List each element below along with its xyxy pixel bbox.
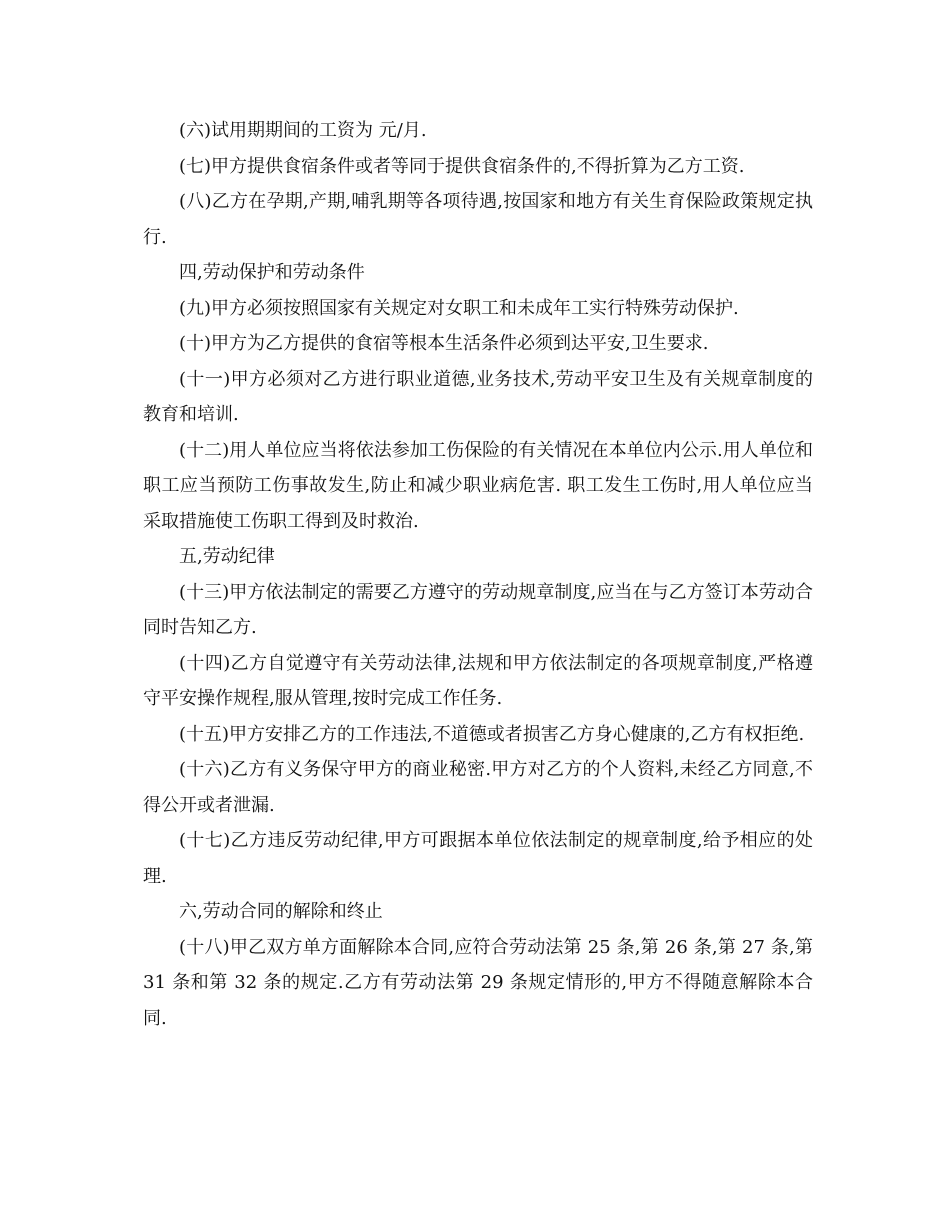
clause-9-special-protection: (九)甲方必须按照国家有关规定对女职工和未成年工实行特殊劳动保护.: [179, 297, 739, 319]
clause-16-confidentiality: (十六)乙方有义务保守甲方的商业秘密.甲方对乙方的个人资料,未经乙方同意,不得公开或者泄漏.: [143, 759, 813, 816]
clause-6-probation-salary: (六)试用期期间的工资为 元/月.: [179, 120, 427, 141]
clause-12-injury-insurance: (十二)用人单位应当将依法参加工伤保险的有关情况在本单位内公示.用人单位和职工应当预防工伤事故发生,防止和减少职业病危害. 职工发生工伤时,用人单位应当采取措施使工伤职工得到及时救治.: [143, 439, 813, 532]
clause-8-maternity-benefits: (八)乙方在孕期,产期,哺乳期等各项待遇,按国家和地方有关生育保险政策规定执行.: [143, 191, 813, 248]
clause-18-termination: (十八)甲乙双方单方面解除本合同,应符合劳动法第 25 条,第 26 条,第 27 条,第 31 条和第 32 条的规定.乙方有劳动法第 29 条规定情形的,甲方不得随意解除本合同.: [143, 936, 813, 1029]
clause-14-compliance: (十四)乙方自觉遵守有关劳动法律,法规和甲方依法制定的各项规章制度,严格遵守平安操作规程,服从管理,按时完成工作任务.: [143, 652, 813, 709]
clause-17-discipline: (十七)乙方违反劳动纪律,甲方可跟据本单位依法制定的规章制度,给予相应的处理.: [143, 830, 813, 887]
clause-13-rules-notice: (十三)甲方依法制定的需要乙方遵守的劳动规章制度,应当在与乙方签订本劳动合同时告知乙方.: [143, 581, 813, 638]
section-6-heading: 六,劳动合同的解除和终止: [179, 901, 383, 922]
document-body: [143, 113, 813, 1036]
clause-15-right-to-refuse: (十五)甲方安排乙方的工作违法,不道德或者损害乙方身心健康的,乙方有权拒绝.: [179, 723, 805, 745]
section-4-heading: 四,劳动保护和劳动条件: [179, 262, 365, 283]
clause-10-living-conditions: (十)甲方为乙方提供的食宿等根本生活条件必须到达平安,卫生要求.: [179, 333, 709, 354]
section-5-heading: 五,劳动纪律: [179, 546, 275, 567]
clause-7-board-lodging: (七)甲方提供食宿条件或者等同于提供食宿条件的,不得折算为乙方工资.: [179, 155, 745, 177]
clause-11-training: (十一)甲方必须对乙方进行职业道德,业务技术,劳动平安卫生及有关规章制度的教育和培训.: [143, 368, 813, 425]
